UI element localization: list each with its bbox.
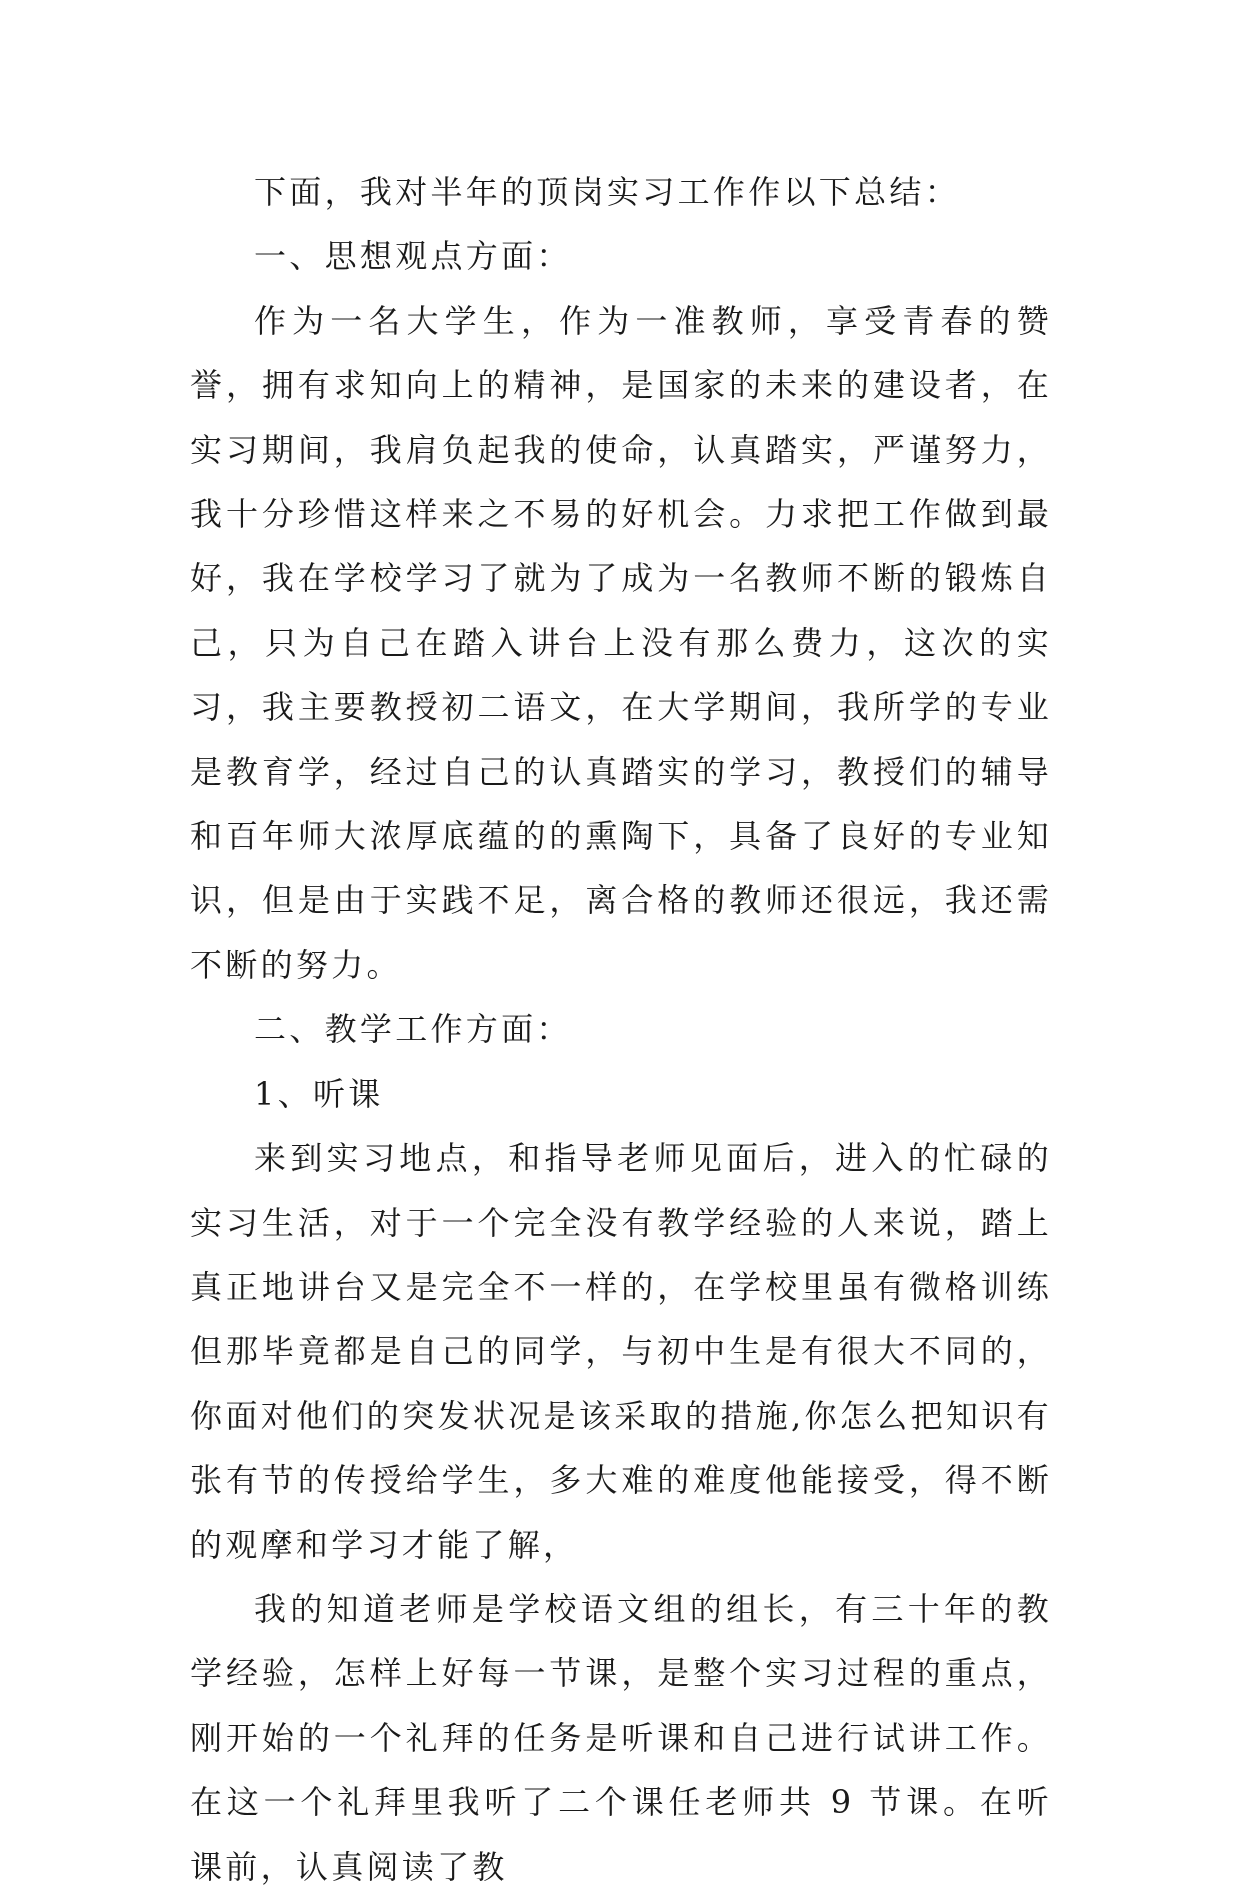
paragraph-arrival: 来到实习地点，和指导老师见面后，进入的忙碌的实习生活，对于一个完全没有教学经验的人来说，踏上真正地讲台又是完全不一样的，在学校里虽有微格训练但那毕竟都是自己的同学，与初中生是有很大不同的，你面对他们的突发状况是该采取的措施,你怎么把知识有张有节的传授给学生，多大难的难度他能接受，得不断的观摩和学习才能了解， <box>190 1139 1052 1564</box>
document-body <box>190 160 1052 1899</box>
paragraph-summary-intro: 下面，我对半年的顶岗实习工作作以下总结： <box>254 173 961 211</box>
heading-ideology: 一、思想观点方面： <box>254 237 572 276</box>
heading-teaching-work: 二、教学工作方面： <box>254 1010 572 1049</box>
subheading-lesson-observation: 1、听课 <box>254 1074 384 1113</box>
paragraph-ideology: 作为一名大学生，作为一准教师，享受青春的赞誉，拥有求知向上的精神，是国家的未来的建设者，在实习期间，我肩负起我的使命，认真踏实，严谨努力，我十分珍惜这样来之不易的好机会。力求把工作做到最好，我在学校学习了就为了成为一名教师不断的锻炼自己，只为自己在踏入讲台上没有那么费力，这次的实习，我主要教授初二语文，在大学期间，我所学的专业是教育学，经过自己的认真踏实的学习，教授们的辅导和百年师大浓厚底蕴的的熏陶下，具备了良好的专业知识，但是由于实践不足，离合格的教师还很远，我还需不断的努力。 <box>190 301 1052 984</box>
paragraph-mentor: 我的知道老师是学校语文组的组长，有三十年的教学经验，怎样上好每一节课，是整个实习过程的重点，刚开始的一个礼拜的任务是听课和自己进行试讲工作。在这一个礼拜里我听了二个课任老师共 9 节课。在听课前，认真阅读了教 <box>190 1589 1052 1886</box>
